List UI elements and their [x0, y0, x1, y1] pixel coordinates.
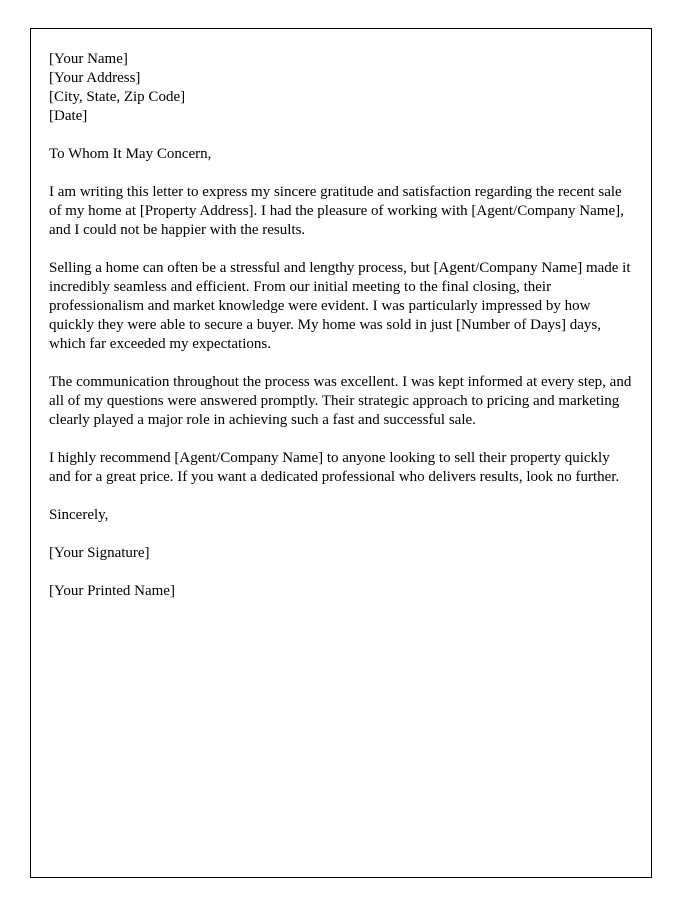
signature-placeholder: [Your Signature]	[49, 545, 150, 561]
salutation: To Whom It May Concern,	[49, 146, 212, 162]
closing: Sincerely,	[49, 507, 109, 523]
paragraph-2: Selling a home can often be a stressful and lengthy process, but [Agent/Company Name] made it incredibly seamless and efficient. From our initial meeting to the final closing, their professionalism and market knowledge were evident. I was particularly impressed by how quickly they were able to secure a buyer. My home was sold in just [Number of Days] days, which far exceeded my expectations.	[49, 260, 631, 352]
paragraph-3: The communication throughout the process was excellent. I was kept informed at every step, and all of my questions were answered promptly. Their strategic approach to pricing and marketing clearly played a major role in achieving such a fast and successful sale.	[49, 374, 632, 428]
sender-city-state-zip: [City, State, Zip Code]	[49, 89, 186, 105]
printed-name-placeholder: [Your Printed Name]	[49, 583, 175, 599]
sender-block	[49, 50, 633, 126]
sender-address: [Your Address]	[49, 70, 141, 86]
sender-name: [Your Name]	[49, 51, 128, 67]
letter-page	[30, 28, 652, 878]
paragraph-1: I am writing this letter to express my sincere gratitude and satisfaction regarding the recent sale of my home at [Property Address]. I had the pleasure of working with [Agent/Company Name], and I could not be happier with the results.	[49, 184, 624, 238]
paragraph-4: I highly recommend [Agent/Company Name] to anyone looking to sell their property quickly and for a great price. If you want a dedicated professional who delivers results, look no further.	[49, 450, 620, 485]
letter-date: [Date]	[49, 108, 88, 124]
